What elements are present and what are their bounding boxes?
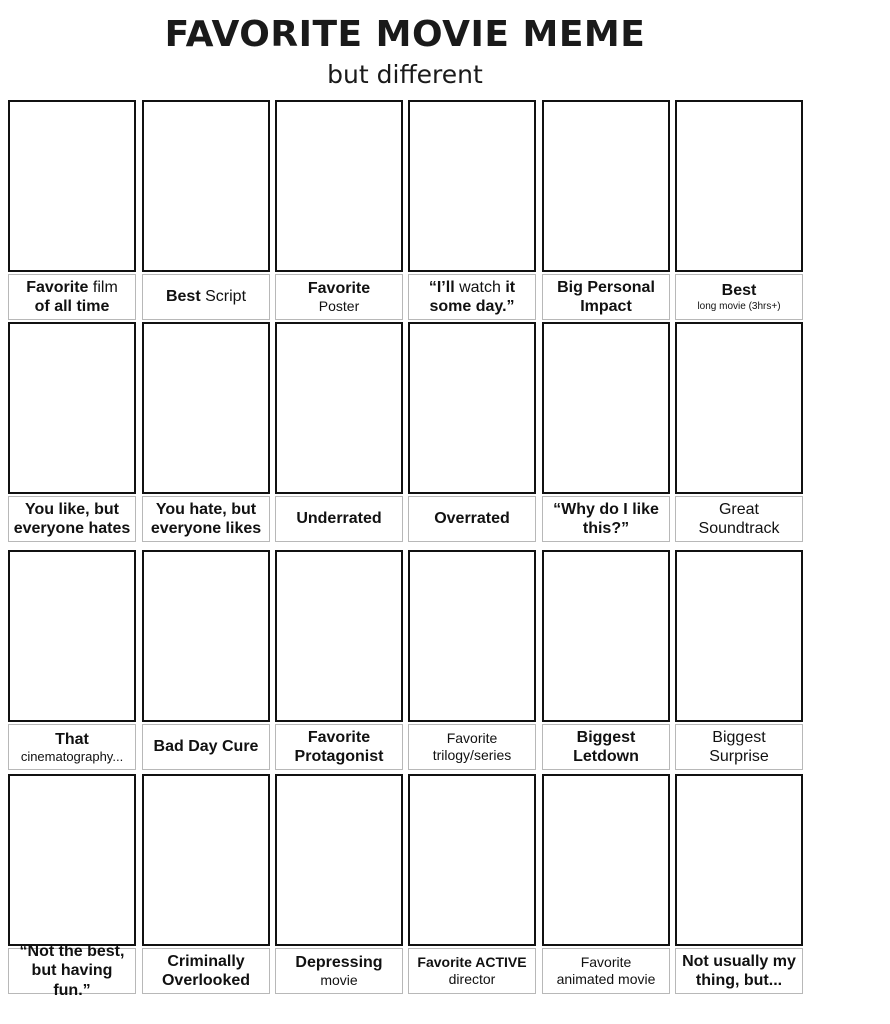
cell-favorite-trilogy [408,550,536,772]
cell-label [142,724,270,770]
movie-frame [8,322,136,494]
label-text: You hate, but [155,500,257,518]
label-text: this?” [582,520,630,537]
cell-label [275,274,403,320]
label-text: everyone likes [150,520,262,537]
label-text: trilogy/series [432,747,512,763]
label-text: Favorite [446,730,498,747]
label-text: thing, but... [695,972,783,989]
label-text: everyone hates [13,520,131,537]
cell-best-script [142,100,270,322]
movie-frame [675,550,803,722]
label-text: Favorite [307,728,371,746]
movie-frame [408,774,536,946]
cell-favorite-active-director [408,774,536,996]
cell-label [542,496,670,542]
cell-depressing-movie [275,774,403,996]
label-text: Favorite [580,954,632,971]
label-text: long movie (3hrs+) [697,300,781,312]
label-text: director [448,971,496,987]
label-text: Bad Day Cure [153,738,259,756]
movie-frame [142,550,270,722]
label-text: movie [320,972,358,989]
label-text: Poster [318,298,360,315]
movie-frame [142,100,270,272]
label-text: Best [165,288,201,306]
label-text: Best [721,282,757,300]
cell-overrated [408,322,536,544]
meme-subtitle: but different [327,60,483,89]
movie-frame [542,322,670,494]
movie-frame [275,774,403,946]
cell-best-long-movie [675,100,803,322]
cell-label [8,496,136,542]
label-text: of all time [34,298,110,315]
cell-that-cinematography [8,550,136,772]
movie-frame [142,322,270,494]
label-text: animated movie [556,971,656,987]
cell-label [675,724,803,770]
cell-great-soundtrack [675,322,803,544]
cell-label [542,274,670,320]
label-text: Script [205,288,247,306]
cell-label [142,948,270,994]
label-text: film [92,278,118,296]
cell-label [542,948,670,994]
movie-frame [675,322,803,494]
movie-frame [275,322,403,494]
label-text: Letdown [573,748,639,765]
cell-label [408,724,536,770]
label-text: Favorite ACTIVE [417,954,527,971]
cell-label [408,948,536,994]
cell-ill-watch-it [408,100,536,322]
movie-frame [142,774,270,946]
movie-frame [675,774,803,946]
cell-label [408,274,536,320]
movie-frame [8,774,136,946]
cell-big-personal-impact [542,100,670,322]
cell-label [675,496,803,542]
label-text: That [55,730,89,748]
label-text: Favorite [26,278,89,296]
cell-bad-day-cure [142,550,270,772]
cell-label [275,948,403,994]
label-text: Overrated [434,510,510,528]
label-text: Favorite [307,280,371,297]
cell-biggest-surprise [675,550,803,772]
label-text: Underrated [296,510,382,528]
cell-favorite-protagonist [275,550,403,772]
label-text: Biggest [712,728,766,746]
cell-favorite-film [8,100,136,322]
cell-label [675,274,803,320]
label-text: Soundtrack [698,520,780,537]
cell-not-the-best-having-fun [8,774,136,999]
cell-you-hate-everyone-likes [142,322,270,544]
label-text: Protagonist [294,748,384,765]
movie-frame [542,774,670,946]
cell-label [542,724,670,770]
label-text: Biggest [576,728,636,746]
cell-label [675,948,803,994]
movie-frame [8,100,136,272]
label-text: “Not the best, [19,943,125,961]
cell-label [8,943,136,999]
label-text: watch [459,278,501,296]
movie-frame [542,100,670,272]
label-text: Big Personal [557,278,655,296]
cell-you-like-everyone-hates [8,322,136,544]
label-text: but having fun.” [31,962,113,999]
label-text: Criminally [167,952,245,970]
cell-label [142,496,270,542]
cell-biggest-letdown [542,550,670,772]
cell-label [8,274,136,320]
cell-underrated [275,322,403,544]
cell-not-usually-my-thing [675,774,803,996]
cell-favorite-poster [275,100,403,322]
movie-frame [542,550,670,722]
cell-label [408,496,536,542]
label-text: it [505,278,516,296]
movie-frame [8,550,136,722]
label-text: Not usually my [682,952,796,970]
cell-label [275,496,403,542]
movie-frame [408,100,536,272]
label-text: You like, but [25,500,119,518]
label-text: cinematography... [20,748,124,764]
cell-label [142,274,270,320]
label-text: “I’ll [428,278,455,296]
movie-frame [408,322,536,494]
label-text: Depressing [295,954,383,971]
label-text: “Why do I like [553,500,659,518]
movie-frame [408,550,536,722]
movie-frame [275,550,403,722]
cell-favorite-animated-movie [542,774,670,996]
label-text: Impact [580,298,632,315]
label-text: Surprise [709,748,769,765]
movie-frame [275,100,403,272]
label-text: Great [718,500,759,518]
movie-frame [675,100,803,272]
cell-why-do-i-like-this [542,322,670,544]
label-text: some day.” [429,298,515,315]
meme-title: FAVORITE MOVIE MEME [164,14,646,55]
cell-label [8,724,136,770]
label-text: Overlooked [161,972,251,989]
cell-criminally-overlooked [142,774,270,996]
cell-label [275,724,403,770]
